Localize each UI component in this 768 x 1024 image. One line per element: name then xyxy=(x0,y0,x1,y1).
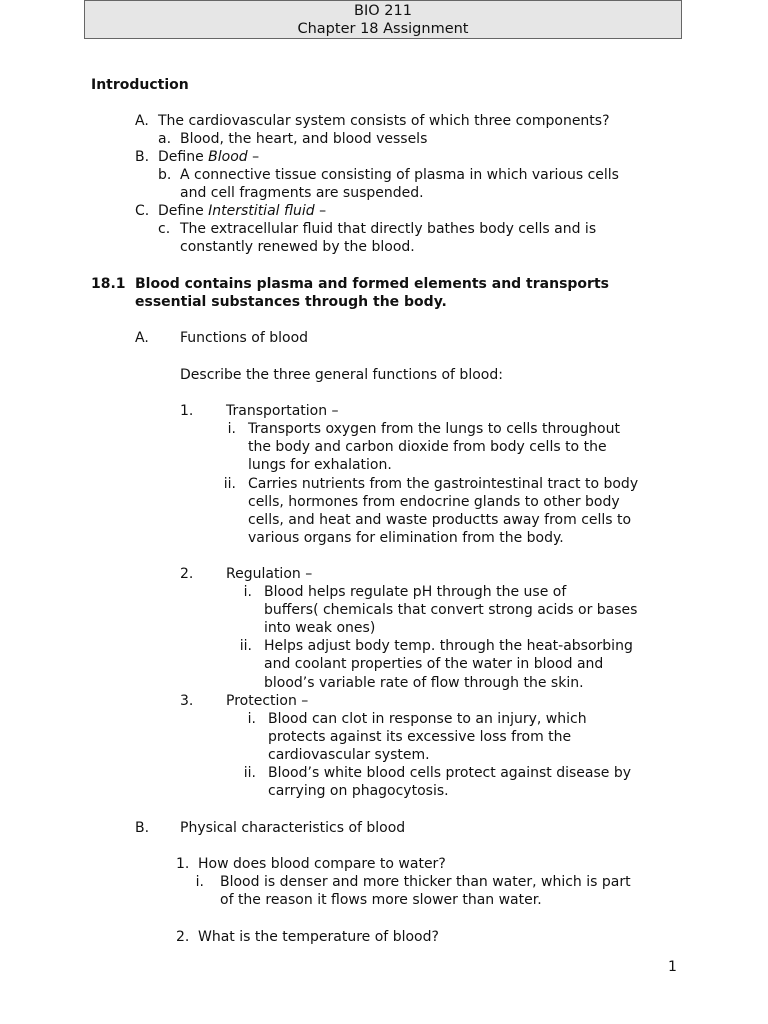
subsection-a-title: Functions of blood xyxy=(180,330,309,346)
function-1-ii-line: cells, and heat and waste productts away from cells to xyxy=(248,512,632,528)
intro-c-question xyxy=(158,202,326,220)
question-1-i-marker: i. xyxy=(195,874,204,890)
course-code: BIO 211 xyxy=(354,3,412,19)
define-text: Define xyxy=(158,149,209,165)
question-2-marker: 2. xyxy=(176,929,190,945)
subsection-a-marker: A. xyxy=(135,330,149,346)
term-interstitial-fluid: Interstitial fluid xyxy=(208,203,315,219)
section-number: 18.1 xyxy=(91,276,126,292)
function-2-ii-line: blood’s variable rate of flow through the skin. xyxy=(264,675,584,691)
function-1-ii-line: Carries nutrients from the gastrointestinal tract to body xyxy=(248,476,639,492)
intro-c-answer-line: The extracellular fluid that directly bathes body cells and is xyxy=(180,221,597,237)
assignment-title: Chapter 18 Assignment xyxy=(297,21,469,37)
function-1-i-line: Transports oxygen from the lungs to cells throughout xyxy=(248,421,620,437)
function-2-i-line: into weak ones) xyxy=(264,620,376,636)
dash-text: – xyxy=(314,203,327,219)
function-3-i-line: Blood can clot in response to an injury, which xyxy=(268,711,587,727)
function-2-label: Regulation – xyxy=(226,566,313,582)
intro-b-answer-line: and cell fragments are suspended. xyxy=(180,185,424,201)
function-3-marker: 3. xyxy=(180,693,194,709)
function-3-ii-line: Blood’s white blood cells protect against disease by xyxy=(268,765,632,781)
intro-a-answer: Blood, the heart, and blood vessels xyxy=(180,131,428,147)
function-3-ii-line: carrying on phagocytosis. xyxy=(268,783,449,799)
function-2-i-line: Blood helps regulate pH through the use of xyxy=(264,584,567,600)
function-3-label: Protection – xyxy=(226,693,309,709)
function-3-i-line: cardiovascular system. xyxy=(268,747,430,763)
question-2: What is the temperature of blood? xyxy=(198,929,439,945)
function-3-i-line: protects against its excessive loss from the xyxy=(268,729,572,745)
function-1-label: Transportation – xyxy=(226,403,339,419)
term-blood: Blood xyxy=(208,149,248,165)
document-header xyxy=(84,0,682,39)
question-1-answer-line: of the reason it flows more slower than water. xyxy=(220,892,542,908)
function-2-ii-marker: ii. xyxy=(239,638,252,654)
page-number: 1 xyxy=(668,959,677,975)
function-1-marker: 1. xyxy=(180,403,194,419)
intro-b-marker: B. xyxy=(135,149,150,165)
function-1-ii-line: cells, hormones from endocrine glands to other body xyxy=(248,494,620,510)
intro-b-question xyxy=(158,148,259,166)
section-title-line: Blood contains plasma and formed elements and transports xyxy=(135,276,609,292)
function-3-i-marker: i. xyxy=(247,711,256,727)
intro-c-answer-line: constantly renewed by the blood. xyxy=(180,239,415,255)
intro-a-question: The cardiovascular system consists of which three components? xyxy=(158,113,610,129)
subsection-b-marker: B. xyxy=(135,820,150,836)
function-2-i-marker: i. xyxy=(243,584,252,600)
function-2-ii-line: and coolant properties of the water in blood and xyxy=(264,656,604,672)
intro-c-marker: C. xyxy=(135,203,150,219)
intro-b-answer-marker: b. xyxy=(158,167,172,183)
define-text: Define xyxy=(158,203,209,219)
function-2-ii-line: Helps adjust body temp. through the heat-absorbing xyxy=(264,638,633,654)
section-title-line: essential substances through the body. xyxy=(135,294,447,310)
question-1-marker: 1. xyxy=(176,856,190,872)
question-1: How does blood compare to water? xyxy=(198,856,446,872)
function-1-i-line: lungs for exhalation. xyxy=(248,457,392,473)
function-1-ii-marker: ii. xyxy=(223,476,236,492)
question-1-answer-line: Blood is denser and more thicker than water, which is part xyxy=(220,874,631,890)
intro-a-marker: A. xyxy=(135,113,149,129)
function-1-ii-line: various organs for elimination from the body. xyxy=(248,530,564,546)
function-2-marker: 2. xyxy=(180,566,194,582)
subsection-b-title: Physical characteristics of blood xyxy=(180,820,406,836)
functions-prompt: Describe the three general functions of blood: xyxy=(180,367,503,383)
intro-a-answer-marker: a. xyxy=(158,131,172,147)
intro-c-answer-marker: c. xyxy=(158,221,171,237)
dash-text: – xyxy=(247,149,260,165)
intro-b-answer-line: A connective tissue consisting of plasma in which various cells xyxy=(180,167,619,183)
intro-heading: Introduction xyxy=(91,77,189,93)
function-1-i-line: the body and carbon dioxide from body cells to the xyxy=(248,439,607,455)
function-3-ii-marker: ii. xyxy=(243,765,256,781)
function-2-i-line: buffers( chemicals that convert strong acids or bases xyxy=(264,602,638,618)
function-1-i-marker: i. xyxy=(227,421,236,437)
